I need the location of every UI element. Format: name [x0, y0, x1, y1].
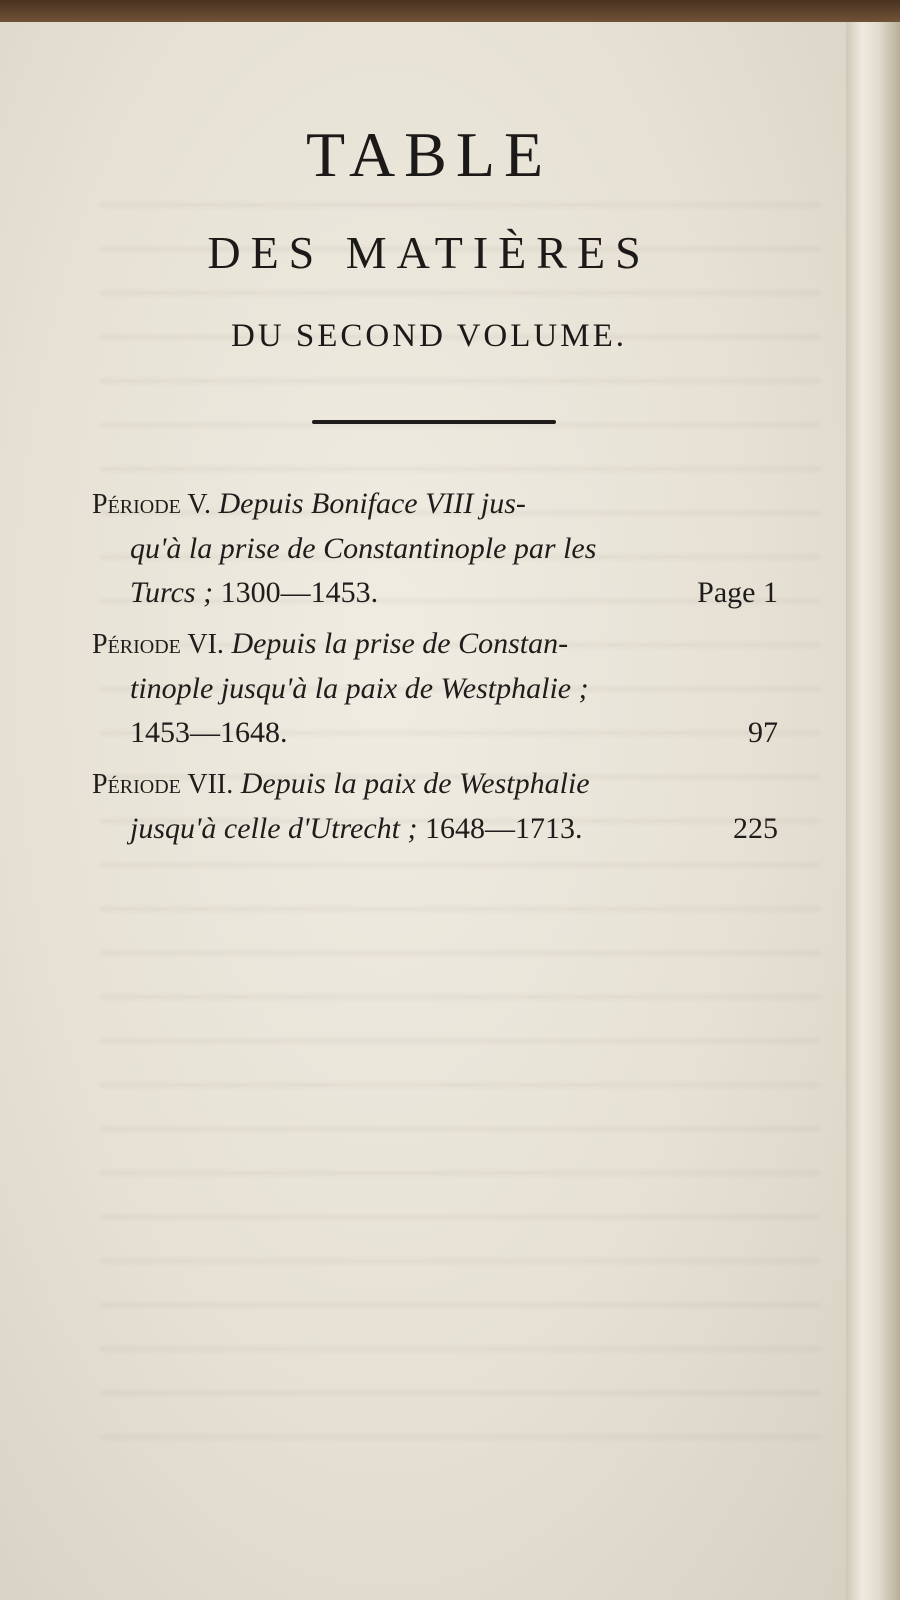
entry-years: 1453—1648.: [130, 716, 288, 749]
title-rule: [312, 420, 556, 424]
entry-description: Turcs ;: [130, 576, 214, 609]
entry-description: Depuis Boniface VIII jus-: [218, 487, 526, 520]
entry-description: jusqu'à celle d'Utrecht ;: [130, 812, 418, 845]
title-table: TABLE: [305, 119, 553, 190]
toc-entry-periode-7: [92, 762, 778, 851]
toc-entry-periode-6: [92, 622, 778, 755]
periode-label: Période V.: [92, 489, 211, 520]
page-reference: 97: [748, 716, 778, 749]
title-des-matieres: DES MATIÈRES: [207, 227, 651, 278]
entry-description: Depuis la paix de Westphalie: [240, 767, 590, 800]
page-reference: 225: [733, 812, 778, 845]
title-volume: DU SECOND VOLUME.: [231, 318, 627, 354]
entry-description: qu'à la prise de Constantinople par les: [130, 532, 597, 565]
entry-description: tinople jusqu'à la paix de Westphalie ;: [130, 672, 589, 705]
periode-label: Période VII.: [92, 769, 234, 800]
entry-description: Depuis la prise de Constan-: [231, 627, 569, 660]
entry-years: 1648—1713.: [424, 812, 583, 845]
toc-entry-periode-5: [92, 482, 778, 615]
periode-label: Période VI.: [92, 629, 224, 660]
page-reference: Page 1: [697, 576, 778, 609]
entry-years: 1300—1453.: [220, 576, 379, 609]
